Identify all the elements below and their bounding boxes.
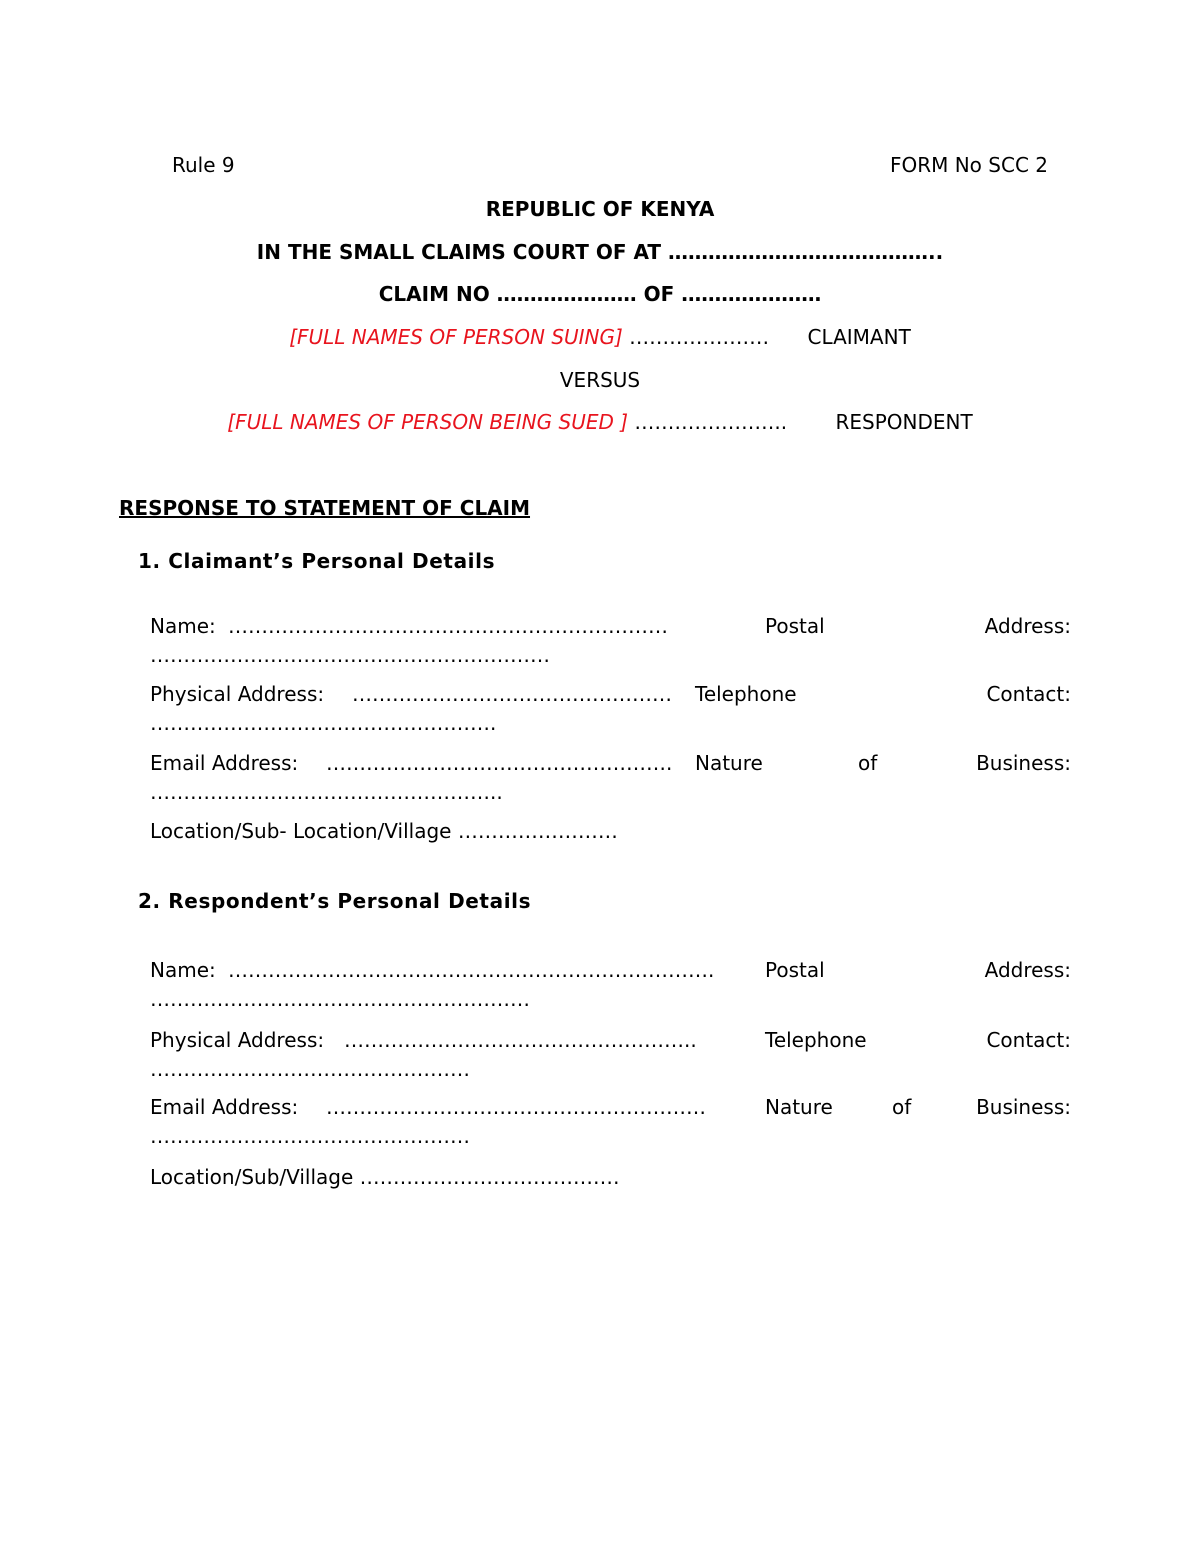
claimant-name-label: Name: [150,614,216,638]
claimant-email-row [150,751,1071,777]
claimant-business-row [150,780,1071,806]
claimant-contact-row [150,711,1071,737]
respondent-dots: ………………….. [634,410,788,434]
respondent-email-row [150,1095,1071,1121]
respondent-nature-label: Nature [765,1095,833,1119]
claimant-telephone-label: Telephone [695,682,797,706]
claimant-business-label: Business: [976,751,1071,775]
respondent-name-placeholder: [FULL NAMES OF PERSON BEING SUED ] [227,410,629,434]
respondent-address-dots: ………………………………………………… [150,987,530,1011]
respondent-postal-label: Postal [765,958,825,982]
claimant-dots: ………………… [629,325,770,349]
form-number: FORM No SCC 2 [889,153,1048,177]
claimant-physical-row [150,682,1071,708]
claimant-location: Location/Sub- Location/Village …………………… [150,819,618,843]
respondent-contact-dots: ………………………………………… [150,1057,470,1081]
respondent-label: RESPONDENT [835,410,973,434]
respondent-contact-label: Contact: [986,1028,1071,1052]
claimant-location-row [150,819,1071,845]
claimant-name-row [150,614,1071,640]
claimant-label: CLAIMANT [807,325,911,349]
claimant-details-heading: 1. Claimant’s Personal Details [138,549,496,573]
claimant-name-placeholder: [FULL NAMES OF PERSON SUING] [289,325,623,349]
claimant-physical-dots: ………………………………………… [352,682,672,706]
respondent-email-label: Email Address: [150,1095,299,1119]
claimant-physical-label: Physical Address: [150,682,325,706]
respondent-business-label: Business: [976,1095,1071,1119]
respondent-name-dots: ………………………………………………………………. [228,958,715,982]
claimant-postal-label: Postal [765,614,825,638]
respondent-location: Location/Sub/Village ………………………………… [150,1165,620,1189]
claimant-address-dots: …………………………………………………… [150,643,550,667]
respondent-business-row [150,1124,1071,1150]
respondent-email-dots: ………………………………………………… [326,1095,706,1119]
respondent-address-row [150,987,1071,1013]
respondent-contact-row [150,1057,1071,1083]
respondent-physical-dots: …………………………………………….. [344,1028,697,1052]
claimant-line [0,325,1200,349]
claimant-nature-label: Nature [695,751,763,775]
respondent-telephone-label: Telephone [765,1028,867,1052]
claimant-address-row [150,643,1071,669]
document-title: RESPONSE TO STATEMENT OF CLAIM [119,496,531,520]
claimant-address-label: Address: [984,614,1071,638]
republic-heading: REPUBLIC OF KENYA [485,197,715,221]
respondent-business-dots: ………………………………………… [150,1124,470,1148]
claimant-of-label: of [858,751,878,775]
claimant-email-dots: ……………………………………………. [326,751,673,775]
rule-number: Rule 9 [172,153,235,177]
respondent-address-label: Address: [984,958,1071,982]
claimant-name-dots: ………………………………………………………… [228,614,668,638]
versus-label: VERSUS [559,368,641,392]
respondent-physical-row [150,1028,1071,1054]
respondent-name-row [150,958,1071,984]
respondent-details-heading: 2. Respondent’s Personal Details [138,889,532,913]
claimant-business-dots: …………………………………………….. [150,780,503,804]
claimant-contact-dots: ……………………………………………. [150,711,497,735]
claim-number-line: CLAIM NO ………………… OF ………………… [378,282,822,306]
claimant-contact-label: Contact: [986,682,1071,706]
respondent-line [0,410,1200,434]
respondent-physical-label: Physical Address: [150,1028,325,1052]
respondent-location-row [150,1165,1071,1191]
respondent-of-label: of [892,1095,912,1119]
respondent-name-label: Name: [150,958,216,982]
court-line: IN THE SMALL CLAIMS COURT OF AT ………………………………….. [256,240,944,264]
claimant-email-label: Email Address: [150,751,299,775]
